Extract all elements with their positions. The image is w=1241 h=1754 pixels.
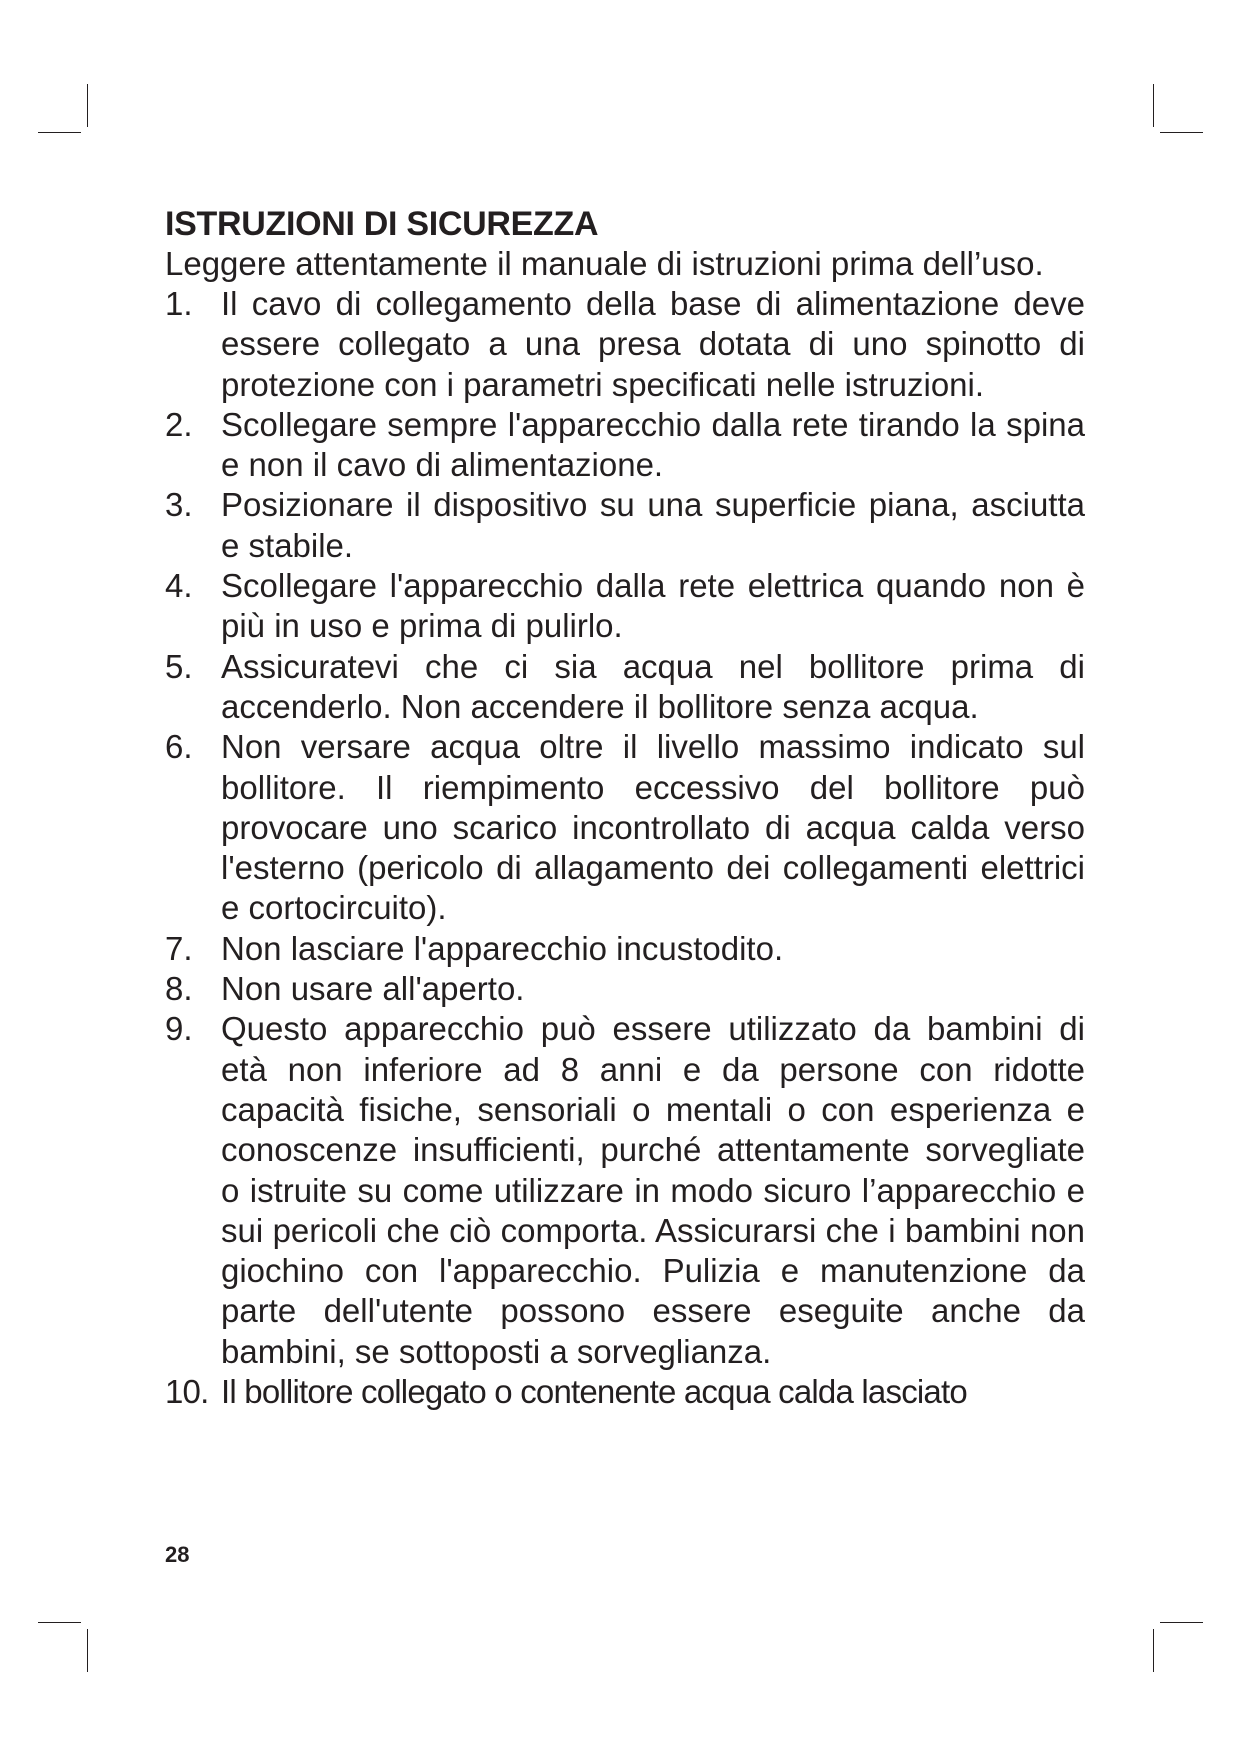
item-text: Il cavo di collegamento della base di alimentazione deve essere collegato a una presa dotata di uno spinotto di protezione con i parametri specificati nelle istruzioni. [221, 285, 1085, 403]
instruction-item-9 [165, 1009, 1085, 1372]
instruction-item-2 [165, 405, 1085, 486]
section-intro: Leggere attentamente il manuale di istruzioni prima dell’uso. [165, 245, 1044, 282]
item-text: Non lasciare l'apparecchio incustodito. [221, 929, 784, 967]
instruction-item-6 [165, 727, 1085, 928]
item-number: 9. [165, 1010, 193, 1048]
item-number: 6. [165, 728, 193, 766]
instruction-item-7 [165, 929, 1085, 969]
item-text: Posizionare il dispositivo su una superficie piana, asciutta e stabile. [221, 486, 1085, 564]
item-text: Questo apparecchio può essere utilizzato da bambini di età non inferiore ad 8 anni e da persone con ridotte capacità fisiche, sensoriali o mentali o con esperienza e conoscenze insufficienti, purché attentamente sorvegliate o istruite su come utilizzare in modo sicuro l’apparecchio e sui pericoli che ciò comporta. Assicurarsi che i bambini non giochino con l'apparecchio. Pulizia e manutenzione da parte dell'utente possono essere eseguite anche da bambini, se sottoposti a sorveglianza. [221, 1010, 1085, 1370]
item-number: 8. [165, 970, 193, 1008]
item-text: Assicuratevi che ci sia acqua nel bollitore prima di accenderlo. Non accendere il bollitore senza acqua. [221, 647, 1085, 725]
item-text: Scollegare sempre l'apparecchio dalla rete tirando la spina e non il cavo di alimentazione. [221, 405, 1085, 484]
item-number: 1. [165, 285, 193, 322]
instruction-item-5 [165, 647, 1085, 728]
section-title: ISTRUZIONI DI SICUREZZA [165, 205, 599, 243]
crop-mark-top-right-horizontal [1160, 132, 1203, 133]
item-number: 5. [165, 647, 193, 685]
item-text: Non usare all'aperto. [221, 970, 525, 1008]
item-number: 4. [165, 567, 193, 605]
instruction-item-4 [165, 566, 1085, 647]
crop-mark-bottom-right-vertical [1153, 1629, 1154, 1672]
crop-mark-bottom-left-horizontal [38, 1622, 81, 1623]
page-number: 28 [165, 1542, 190, 1567]
crop-mark-bottom-left-vertical [87, 1629, 88, 1672]
instruction-item-1 [165, 284, 1085, 405]
item-number: 10. [165, 1373, 209, 1411]
crop-mark-bottom-right-horizontal [1160, 1622, 1203, 1623]
crop-mark-top-right-vertical [1153, 84, 1154, 127]
crop-mark-top-left-horizontal [38, 132, 81, 133]
instruction-item-10 [165, 1372, 1085, 1412]
safety-instructions-section [165, 204, 1085, 1412]
crop-mark-top-left-vertical [87, 84, 88, 127]
item-text: Non versare acqua oltre il livello massimo indicato sul bollitore. Il riempimento eccessivo del bollitore può provocare uno scarico incontrollato di acqua calda verso l'esterno (pericolo di allagamento dei collegamenti elettrici e cortocircuito). [221, 728, 1085, 927]
item-number: 3. [165, 486, 193, 524]
item-text: Scollegare l'apparecchio dalla rete elettrica quando non è più in uso e prima di pulirlo. [221, 567, 1085, 645]
item-number: 2. [165, 405, 193, 443]
instruction-list [165, 284, 1085, 1412]
item-number: 7. [165, 929, 193, 967]
instruction-item-3 [165, 485, 1085, 566]
item-text: Il bollitore collegato o contenente acqua calda lasciato [221, 1373, 967, 1411]
instruction-item-8 [165, 969, 1085, 1009]
